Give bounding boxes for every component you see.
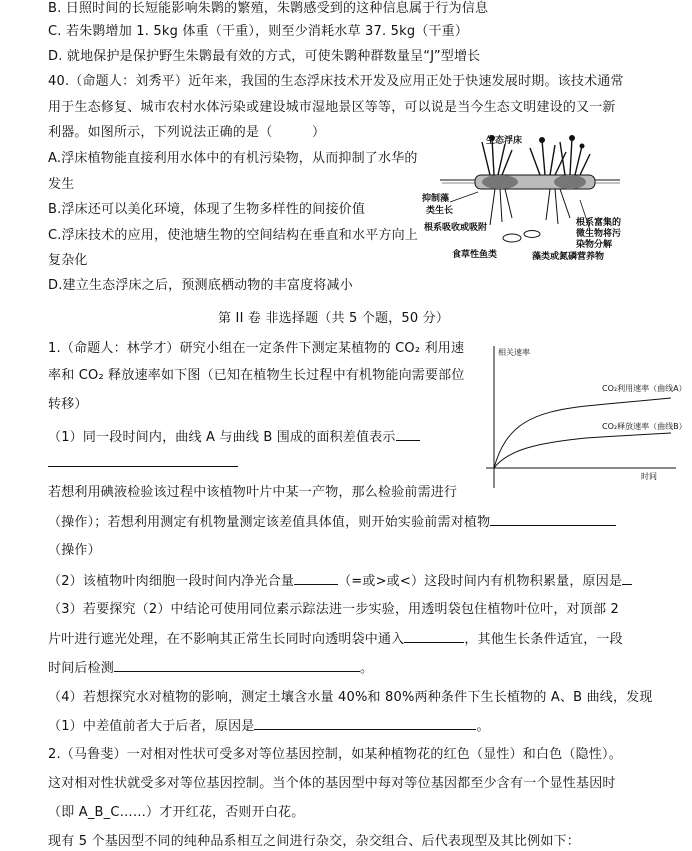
q40-stem-line3: 利器。如图所示，下列说法正确的是（ ）	[48, 125, 326, 140]
q1-part1-line2: 若想利用碘液检验该过程中该植物叶片中某一产物，那么检验前需进行	[48, 485, 458, 500]
series-line-b	[494, 433, 671, 468]
section-heading: 第 II 卷 非选择题（共 5 个题，50 分）	[218, 311, 450, 326]
series-line-a	[494, 398, 671, 468]
answer-blank[interactable]	[396, 428, 420, 441]
q2-stem-line3: （即 A_B_C……）才开红花，否则开白花。	[48, 805, 305, 820]
figure-label-inhibit-2: 类生长	[426, 206, 454, 216]
q1-part1-line4: （操作）	[48, 543, 101, 558]
answer-blank[interactable]	[48, 466, 238, 467]
q1-part4-line2	[48, 717, 490, 736]
q1-part4-line1: （4）若想探究水对植物的影响，测定土壤含水量 40%和 80%两种条件下生长植物的 A、B 曲线，发现	[48, 690, 653, 705]
rate-chart	[476, 340, 686, 490]
q40-option-a-cont: 发生	[48, 177, 75, 192]
chart-xlabel: 时间	[641, 472, 657, 481]
q40-option-a: A.浮床植物能直接利用水体中的有机污染物，从而抑制了水华的	[48, 151, 418, 166]
q40-option-c-cont: 复杂化	[48, 253, 88, 268]
q1-part3-line2	[48, 630, 623, 649]
q1-part1-text: （1）同一段时间内，曲线 A 与曲线 B 围成的面积差值表示	[48, 430, 396, 445]
figure-label-root: 根系吸收或吸附	[424, 223, 488, 233]
q1-part2	[48, 572, 632, 591]
q40-stem-line1: 40.（命题人：刘秀平）近年来，我国的生态浮床技术开发及应用正处于快速发展时期。该技术通常	[48, 74, 624, 89]
q2-stem-line1: 2.（马鲁斐）一对相对性状可受多对等位基因控制，如某种植物花的红色（显性）和白色（隐性）。	[48, 747, 622, 762]
figure-label-r1: 根系富集的	[576, 218, 622, 228]
q40-option-c: C.浮床技术的应用，使池塘生物的空间结构在垂直和水平方向上	[48, 228, 419, 243]
q1-part3-line3	[48, 659, 373, 678]
q2-stem-line2: 这对相对性状就受多对等位基因控制。当个体的基因型中每对等位基因都至少含有一个显性基因时	[48, 776, 616, 791]
answer-blank[interactable]	[404, 630, 464, 643]
floating-bed-figure	[420, 130, 640, 265]
series-label-a: CO₂利用速率（曲线A）	[602, 384, 687, 393]
answer-blank[interactable]	[622, 572, 632, 585]
q1-part4-text-a: （1）中差值前者大于后者，原因是	[48, 719, 255, 734]
figure-label-r3: 染物分解	[576, 240, 613, 250]
q40-option-d: D.建立生态浮床之后，预测底栖动物的丰富度将减小	[48, 278, 353, 293]
answer-blank[interactable]	[294, 572, 338, 585]
q1-stem-line1: 1.（命题人：林学才）研究小组在一定条件下测定某植物的 CO₂ 利用速	[48, 341, 465, 356]
rate-chart-svg	[476, 340, 686, 490]
q2-stem-line4: 现有 5 个基因型不同的纯种品系相互之间进行杂交，杂交组合、后代表现型及其比例如下：	[48, 834, 580, 849]
q1-part3-line1: （3）若要探究（2）中结论可使用同位素示踪法进一步实验，用透明袋包住植物叶位叶，对顶部 2	[48, 602, 619, 617]
q1-stem-line3: 转移）	[48, 397, 88, 412]
series-label-b: CO₂释放速率（曲线B）	[602, 422, 687, 431]
q40-option-b: B.浮床还可以美化环境，体现了生物多样性的间接价值	[48, 202, 366, 217]
figure-title: 生态浮床	[486, 136, 523, 146]
answer-blank[interactable]	[490, 513, 616, 526]
answer-blank[interactable]	[254, 717, 476, 730]
answer-blank[interactable]	[114, 659, 360, 672]
q1-part1	[48, 428, 420, 447]
figure-label-r2: 微生物将污	[576, 229, 622, 239]
figure-label-algae: 藻类或氮磷营养物	[532, 252, 605, 262]
q1-part2-text-b: （=或>或<）这段时间内有机物积累量，原因是	[338, 574, 623, 589]
figure-label-inhibit-1: 抑制藻	[422, 194, 450, 204]
chart-ylabel: 相关速率	[498, 348, 530, 357]
q40-stem-line2: 用于生态修复、城市农村水体污染或建设城市湿地景区等等，可以说是当今生态文明建设的又一新	[48, 100, 616, 115]
q1-part2-text-a: （2）该植物叶肉细胞一段时间内净光合量	[48, 574, 295, 589]
q1-part1-line3-text: （操作）；若想利用测定有机物量测定该差值具体值，则开始实验前需对植物	[48, 515, 491, 530]
option-d-line: D. 就地保护是保护野生朱鹮最有效的方式，可使朱鹮种群数量呈“J”型增长	[48, 49, 481, 64]
option-b-line: B. 日照时间的长短能影响朱鹮的繁殖，朱鹮感受到的这种信息属于行为信息	[48, 1, 489, 16]
q1-part3-text-b: ，其他生长条件适宜，一段	[464, 632, 623, 647]
q1-part4-text-b: 。	[476, 719, 490, 734]
q1-part3-text-d: 。	[360, 661, 374, 676]
option-c-line: C. 若朱鹮增加 1. 5kg 体重（干重），则至少消耗水草 37. 5kg（干重）	[48, 24, 469, 39]
q1-part1-line3	[48, 513, 616, 532]
q1-stem-line2: 率和 CO₂ 释放速率如下图（已知在植物生长过程中有机物能向需要部位	[48, 368, 465, 383]
q1-part3-text-a: 片叶进行遮光处理，在不影响其正常生长同时向透明袋中通入	[48, 632, 405, 647]
q1-part3-text-c: 时间后检测	[48, 661, 115, 676]
figure-label-fish: 食草性鱼类	[452, 250, 498, 260]
